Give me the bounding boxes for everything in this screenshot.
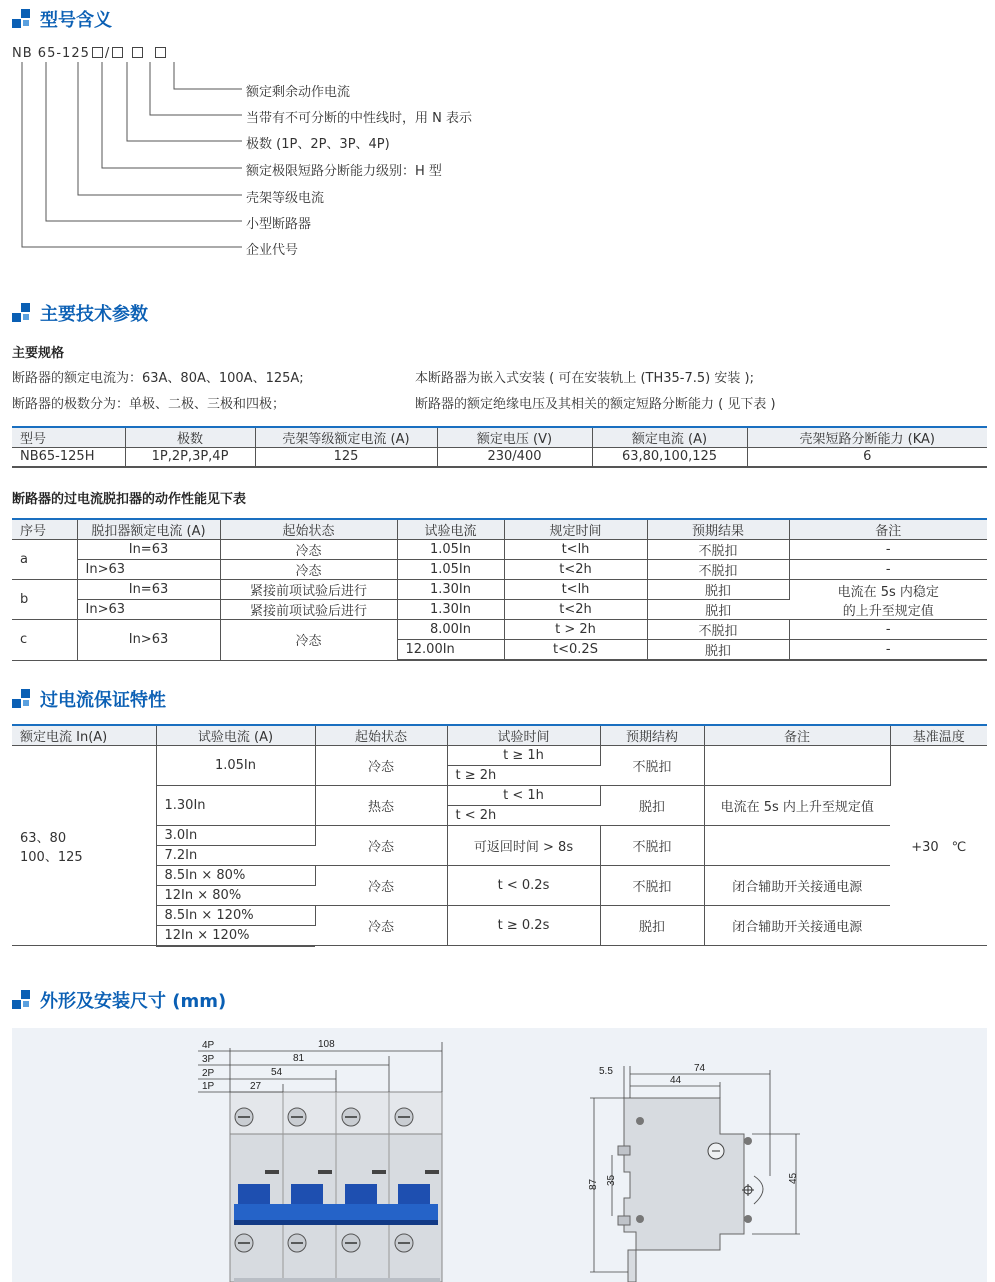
rated-line: 100、125 <box>20 849 83 865</box>
table-cell: 热态 <box>315 786 447 826</box>
table-header: 预期结果 <box>647 519 789 540</box>
table-cell: In=63 <box>77 580 220 600</box>
side-view <box>618 1098 763 1282</box>
table-cell: 125 <box>255 448 437 467</box>
table-cell: +30 ℃ <box>890 746 987 946</box>
table-cell: 紧接前项试验后进行 <box>220 600 397 620</box>
table-cell: 紧接前项试验后进行 <box>220 580 397 600</box>
table-cell: - <box>789 640 987 661</box>
table-cell: 1.05In <box>397 540 504 560</box>
table-cell: 不脱扣 <box>600 866 704 906</box>
table-cell: 8.5In × 80% <box>156 866 315 886</box>
section-bullet-icon <box>12 990 32 1010</box>
table-row <box>12 580 987 600</box>
note-line: 的上升至规定值 <box>842 603 934 619</box>
table-cell: In>63 <box>77 560 220 580</box>
table-cell: c <box>12 620 77 661</box>
dimension-drawing <box>12 1028 987 1282</box>
side-dim-label: 35 <box>606 1174 617 1186</box>
code-dash: - <box>56 46 63 61</box>
table-cell: - <box>789 620 987 640</box>
table-header: 备注 <box>704 725 890 746</box>
table-cell-note <box>789 580 987 620</box>
table-cell: 8.5In × 120% <box>156 906 315 926</box>
table2-title: 断路器的过电流脱扣器的动作性能见下表 <box>12 492 247 507</box>
table-header: 脱扣器额定电流 (A) <box>77 519 220 540</box>
table-cell: t ≥ 2h <box>447 766 600 786</box>
meaning-item: 额定剩余动作电流 <box>246 85 351 100</box>
table-cell: 12In × 120% <box>156 926 315 946</box>
table-cell-rated <box>12 746 156 946</box>
table-header: 型号 <box>12 427 125 448</box>
table-cell: b <box>12 580 77 620</box>
table-row <box>12 866 987 886</box>
table-cell: t ≥ 1h <box>447 746 600 766</box>
table-cell: In=63 <box>77 540 220 560</box>
side-dim-label: 87 <box>588 1178 599 1190</box>
table-header: 基准温度 <box>890 725 987 746</box>
table-row <box>12 448 987 467</box>
table-row <box>12 560 987 580</box>
table-cell: 1P,2P,3P,4P <box>125 448 255 467</box>
table-cell: t<lh <box>504 580 647 600</box>
table-header-row <box>12 427 987 448</box>
table-cell: t < 2h <box>447 806 600 826</box>
table-cell: 不脱扣 <box>647 560 789 580</box>
pole-label: 4P <box>202 1040 215 1051</box>
table-header: 额定电压 (V) <box>437 427 592 448</box>
table-cell: 冷态 <box>315 906 447 946</box>
table-cell: 1.30In <box>397 580 504 600</box>
table-cell: 脱扣 <box>600 906 704 946</box>
table-cell: t ≥ 0.2s <box>447 906 600 946</box>
table-cell: 1.05In <box>156 746 315 786</box>
spec-title: 主要规格 <box>12 346 65 361</box>
section-bullet-icon <box>12 689 32 709</box>
table-cell: t > 2h <box>504 620 647 640</box>
table-cell: t<0.2S <box>504 640 647 661</box>
table-cell: 闭合辅助开关接通电源 <box>704 906 890 946</box>
rated-line: 63、80 <box>20 830 67 846</box>
spec-table <box>12 426 987 468</box>
table-cell: - <box>789 540 987 560</box>
table-cell: 不脱扣 <box>600 746 704 786</box>
dimension-drawing-panel <box>12 1028 987 1282</box>
table-cell: t < 0.2s <box>447 866 600 906</box>
trip-table <box>12 518 987 661</box>
table-cell: 12.00In <box>397 640 504 661</box>
table-cell <box>704 746 890 786</box>
table-row <box>12 746 987 766</box>
table-header: 规定时间 <box>504 519 647 540</box>
table-header: 备注 <box>789 519 987 540</box>
section-title: 过电流保证特性 <box>40 690 166 711</box>
front-dim-label: 27 <box>250 1081 262 1092</box>
table-cell: 3.0In <box>156 826 315 846</box>
section-bullet-icon <box>12 303 32 323</box>
table-cell: 不脱扣 <box>647 540 789 560</box>
front-dim-label: 81 <box>293 1053 305 1064</box>
table-cell: t<lh <box>504 540 647 560</box>
spec-line: 本断路器为嵌入式安装 ( 可在安装轨上 (TH35-7.5) 安装 ); <box>415 371 754 386</box>
table-cell: t<2h <box>504 600 647 620</box>
table-cell <box>704 826 890 866</box>
table-cell: 脱扣 <box>647 580 789 600</box>
code-slash: / <box>104 46 111 61</box>
table-row <box>12 906 987 926</box>
table-header: 额定电流 (A) <box>592 427 747 448</box>
table-cell: 可返回时间 > 8s <box>447 826 600 866</box>
section-header-params <box>12 300 148 326</box>
table-cell: 电流在 5s 内上升至规定值 <box>704 786 890 826</box>
table-cell: 冷态 <box>220 620 397 661</box>
overcurrent-table <box>12 724 987 947</box>
code-prefix: NB <box>12 46 33 61</box>
table-header: 试验电流 (A) <box>156 725 315 746</box>
meaning-item: 额定极限短路分断能力级别：H 型 <box>246 164 442 179</box>
meaning-item: 极数 (1P、2P、3P、4P) <box>246 137 390 152</box>
table-cell: 6 <box>747 448 987 467</box>
table-cell: In>63 <box>77 600 220 620</box>
table-cell: 冷态 <box>220 560 397 580</box>
table-header: 壳架等级额定电流 (A) <box>255 427 437 448</box>
meaning-item: 壳架等级电流 <box>246 191 325 206</box>
section-title: 外形及安装尺寸 (mm) <box>40 991 227 1012</box>
table-cell: 7.2In <box>156 846 315 866</box>
table-header: 试验电流 <box>397 519 504 540</box>
meaning-item: 当带有不可分断的中性线时，用 N 表示 <box>246 111 472 126</box>
table-cell: 冷态 <box>315 746 447 786</box>
table-header: 起始状态 <box>220 519 397 540</box>
table-cell: 63,80,100,125 <box>592 448 747 467</box>
table-cell: 脱扣 <box>600 786 704 826</box>
table-cell: 脱扣 <box>647 640 789 661</box>
section-header-overcurrent <box>12 686 166 712</box>
spec-line: 断路器的额定电流为：63A、80A、100A、125A; <box>12 371 304 386</box>
section-title: 主要技术参数 <box>40 304 148 325</box>
table-cell: 1.30In <box>397 600 504 620</box>
table-header: 预期结构 <box>600 725 704 746</box>
table-header-row <box>12 725 987 746</box>
side-dim-label: 44 <box>670 1075 682 1086</box>
spec-line: 断路器的极数分为：单极、二极、三极和四极； <box>12 397 286 412</box>
front-dim-label: 54 <box>271 1067 283 1078</box>
section-title: 型号含义 <box>40 10 112 31</box>
table-cell: NB65-125H <box>12 448 125 467</box>
table-cell: 闭合辅助开关接通电源 <box>704 866 890 906</box>
table-header-row <box>12 519 987 540</box>
meaning-item: 企业代号 <box>246 243 299 258</box>
pole-label: 2P <box>202 1068 215 1079</box>
table-row <box>12 620 987 640</box>
section-header-dimensions <box>12 987 226 1013</box>
spec-line: 断路器的额定绝缘电压及其相关的额定短路分断能力 ( 见下表 ) <box>415 397 776 412</box>
pole-label: 3P <box>202 1054 215 1065</box>
side-dim-label: 74 <box>694 1063 706 1074</box>
side-dim-label: 5.5 <box>599 1066 613 1077</box>
table-cell: t < 1h <box>447 786 600 806</box>
note-line: 电流在 5s 内稳定 <box>837 584 939 600</box>
table-cell: 不脱扣 <box>600 826 704 866</box>
table-cell: a <box>12 540 77 580</box>
code-series: 65 <box>37 46 57 61</box>
front-view <box>230 1092 442 1282</box>
table-cell: 1.05In <box>397 560 504 580</box>
table-cell: 8.00In <box>397 620 504 640</box>
table-header: 极数 <box>125 427 255 448</box>
table-cell: - <box>789 560 987 580</box>
front-dim-label: 108 <box>318 1039 335 1050</box>
table-header: 壳架短路分断能力 (KA) <box>747 427 987 448</box>
table-cell: 12In × 80% <box>156 886 315 906</box>
table-row <box>12 540 987 560</box>
pole-label: 1P <box>202 1081 215 1092</box>
table-cell: 脱扣 <box>647 600 789 620</box>
table-cell: 冷态 <box>315 826 447 866</box>
table-cell: In>63 <box>77 620 220 661</box>
table-row <box>12 786 987 806</box>
table-cell: 1.30In <box>156 786 315 826</box>
table-header: 试验时间 <box>447 725 600 746</box>
table-header: 序号 <box>12 519 77 540</box>
code-frame: 125 <box>62 46 90 61</box>
table-cell: t<2h <box>504 560 647 580</box>
meaning-item: 小型断路器 <box>246 217 312 232</box>
table-row <box>12 826 987 846</box>
side-dim-label: 45 <box>788 1172 799 1184</box>
table-cell: 冷态 <box>220 540 397 560</box>
table-cell: 230/400 <box>437 448 592 467</box>
table-cell: 不脱扣 <box>647 620 789 640</box>
table-header: 额定电流 In(A) <box>12 725 156 746</box>
table-cell: 冷态 <box>315 866 447 906</box>
model-leader-lines <box>0 0 995 270</box>
table-header: 起始状态 <box>315 725 447 746</box>
